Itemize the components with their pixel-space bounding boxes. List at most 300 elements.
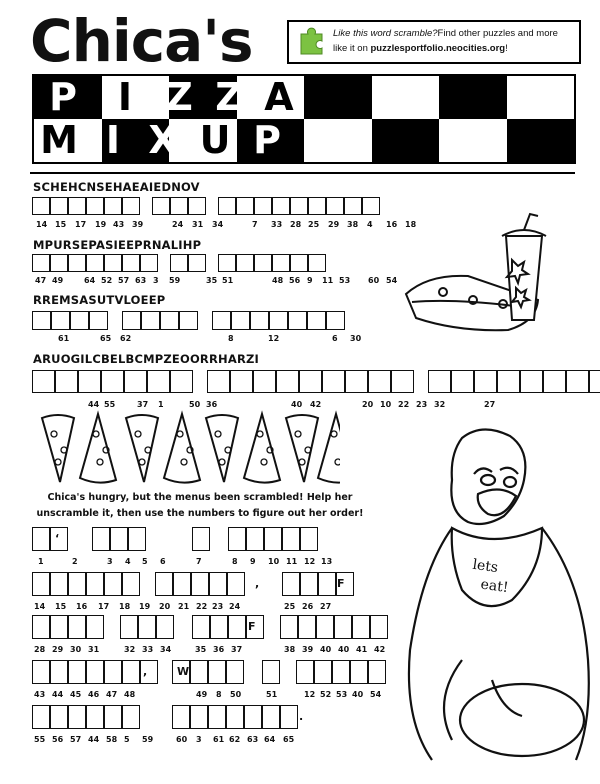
word-number: 8 [228,334,234,343]
answer-letter-box[interactable] [190,660,208,684]
answer-letter-box[interactable] [32,527,50,551]
answer-letter-box[interactable] [210,615,228,639]
word-number: 15 [55,220,67,229]
answer-number: 40 [352,690,364,699]
answer-number: 36 [213,645,225,654]
title-board [32,74,576,164]
word-number: 29 [328,220,340,229]
word-number: 20 [362,400,374,409]
answer-letter-box[interactable] [104,705,122,729]
answer-number: 53 [336,690,348,699]
answer-letter-box[interactable] [32,705,50,729]
answer-number: 31 [88,645,100,654]
answer-letter-box[interactable] [68,572,86,596]
answer-letter-box[interactable] [32,615,50,639]
word-number: 57 [118,276,130,285]
letter-box[interactable] [32,370,55,393]
letter-box[interactable] [368,370,391,393]
board-cell [372,119,440,162]
title-letter: M [40,118,78,162]
letter-box[interactable] [188,197,206,215]
given-character: . [299,710,304,723]
answer-letter-box[interactable] [68,705,86,729]
word-number: 53 [339,276,351,285]
letter-box[interactable] [50,254,68,272]
board-cell [439,76,507,119]
answer-letter-box[interactable] [314,660,332,684]
answer-letter-box[interactable] [209,572,227,596]
letter-box[interactable] [362,197,380,215]
answer-number: 56 [52,735,64,744]
answer-letter-box[interactable] [104,572,122,596]
given-character: , [143,665,148,678]
answer-letter-box[interactable] [262,705,280,729]
title-letter: P [49,75,77,119]
answer-letter-box[interactable] [298,615,316,639]
letter-box[interactable] [122,311,141,330]
answer-letter-box[interactable] [173,572,191,596]
letter-box[interactable] [188,254,206,272]
answer-letter-box[interactable] [156,615,174,639]
answer-number: 58 [106,735,118,744]
answer-number: 19 [139,602,151,611]
answer-letter-box[interactable] [110,527,128,551]
answer-number: 60 [176,735,188,744]
answer-number: 45 [70,690,82,699]
answer-letter-box[interactable] [122,705,140,729]
answer-letter-box[interactable] [50,705,68,729]
word-number: 38 [347,220,359,229]
answer-letter-box[interactable] [122,572,140,596]
answer-number: 17 [98,602,110,611]
word-number: 62 [120,334,132,343]
answer-letter-box[interactable] [208,705,226,729]
letter-box[interactable] [543,370,566,393]
answer-letter-box[interactable] [138,615,156,639]
letter-box[interactable] [50,197,68,215]
pizza-slices-decoration [40,410,340,488]
letter-box[interactable] [326,197,344,215]
word-number: 47 [35,276,47,285]
answer-letter-box[interactable] [228,615,246,639]
puzzle-piece-icon [297,26,327,56]
answer-number: 50 [230,690,242,699]
word-number: 51 [222,276,234,285]
word-number: 35 [206,276,218,285]
answer-letter-box[interactable] [228,527,246,551]
word-number: 3 [153,276,159,285]
answer-number: 22 [196,602,208,611]
title-letter: U [199,118,231,162]
answer-number: 29 [52,645,64,654]
answer-letter-box[interactable] [172,705,190,729]
letter-box[interactable] [218,254,236,272]
answer-number: 24 [229,602,241,611]
answer-letter-box[interactable] [282,572,300,596]
letter-box[interactable] [230,370,253,393]
answer-number: 3 [196,735,202,744]
pizza-and-drink-illustration [398,212,548,347]
answer-letter-box[interactable] [368,660,386,684]
word-number: 25 [308,220,320,229]
letter-box[interactable] [104,197,122,215]
board-cell [507,76,575,119]
letter-box[interactable] [147,370,170,393]
answer-letter-box[interactable] [104,660,122,684]
answer-number: 62 [229,735,241,744]
word-number: 11 [322,276,334,285]
answer-number: 14 [34,602,46,611]
answer-letter-box[interactable] [296,660,314,684]
answer-letter-box[interactable] [68,660,86,684]
answer-number: 12 [304,690,316,699]
answer-number: 6 [160,557,166,566]
letter-box[interactable] [55,370,78,393]
letter-box[interactable] [566,370,589,393]
letter-box[interactable] [451,370,474,393]
answer-letter-box[interactable] [86,572,104,596]
answer-number: 9 [250,557,256,566]
instructions: Chica's hungry, but the menus been scrambled! Help her unscramble it, then use the numbers to figure out her order! [36,492,364,519]
promo-box [287,20,581,64]
answer-letter-box[interactable] [318,572,336,596]
given-character: W [177,665,190,678]
letter-box[interactable] [170,254,188,272]
title-letter: Z [215,75,243,119]
letter-box[interactable] [218,197,236,215]
letter-box[interactable] [124,370,147,393]
board-cell [304,76,372,119]
letter-box[interactable] [254,197,272,215]
pizza-slice-icon [42,415,74,482]
letter-box[interactable] [179,311,198,330]
letter-box[interactable] [68,197,86,215]
word-number: 23 [416,400,428,409]
word-number: 44 [88,400,100,409]
letter-box[interactable] [290,254,308,272]
answer-letter-box[interactable] [226,660,244,684]
answer-letter-box[interactable] [280,615,298,639]
letter-box[interactable] [152,197,170,215]
letter-box[interactable] [89,311,108,330]
given-character: ‘ [55,532,60,545]
answer-letter-box[interactable] [86,660,104,684]
answer-number: 51 [266,690,278,699]
word-number: 55 [104,400,116,409]
answer-number: 26 [302,602,314,611]
answer-letter-box[interactable] [155,572,173,596]
answer-number: 52 [320,690,332,699]
answer-letter-box[interactable] [86,705,104,729]
answer-letter-box[interactable] [352,615,370,639]
letter-box[interactable] [308,197,326,215]
letter-box[interactable] [70,311,89,330]
answer-letter-box[interactable] [316,615,334,639]
answer-letter-box[interactable] [246,527,264,551]
board-cell [372,76,440,119]
letter-box[interactable] [250,311,269,330]
answer-letter-box[interactable] [92,527,110,551]
word-number: 61 [58,334,70,343]
letter-box[interactable] [236,197,254,215]
given-character: , [255,577,260,590]
word-number: 48 [272,276,284,285]
letter-box[interactable] [86,254,104,272]
pizza-slice-icon [126,415,158,482]
answer-number: 2 [72,557,78,566]
letter-box[interactable] [101,370,124,393]
answer-number: 42 [374,645,386,654]
letter-box[interactable] [391,370,414,393]
answer-number: 57 [70,735,82,744]
answer-letter-box[interactable] [32,660,50,684]
answer-letter-box[interactable] [282,527,300,551]
scrambled-word-3: RREMSASUTVLOEEP [33,293,166,307]
letter-box[interactable] [207,370,230,393]
word-number: 31 [192,220,204,229]
word-number: 42 [310,400,322,409]
answer-number: 3 [107,557,113,566]
word-number: 17 [75,220,87,229]
letter-box[interactable] [32,311,51,330]
answer-letter-box[interactable] [86,615,104,639]
answer-letter-box[interactable] [50,660,68,684]
word-number: 28 [290,220,302,229]
pizza-slice-icon [206,415,238,482]
letter-box[interactable] [253,370,276,393]
word-number: 50 [189,400,201,409]
answer-letter-box[interactable] [50,572,68,596]
scrambled-word-4: ARUOGILCBELBCMPZEOORRHARZI [33,352,260,366]
letter-box[interactable] [68,254,86,272]
word-number: 10 [380,400,392,409]
title-letter: Z [165,75,193,119]
title-letter: X [148,118,178,162]
answer-number: 44 [88,735,100,744]
answer-number: 11 [286,557,298,566]
answer-letter-box[interactable] [300,572,318,596]
answer-letter-box[interactable] [226,705,244,729]
letter-box[interactable] [344,197,362,215]
letter-box[interactable] [32,197,50,215]
title-letter: I [105,118,121,162]
answer-letter-box[interactable] [262,660,280,684]
letter-box[interactable] [141,311,160,330]
answer-number: 5 [124,735,130,744]
answer-letter-box[interactable] [32,572,50,596]
letter-box[interactable] [520,370,543,393]
answer-letter-box[interactable] [332,660,350,684]
chica-character-illustration [392,420,592,780]
letter-box[interactable] [308,254,326,272]
answer-number: 43 [34,690,46,699]
answer-letter-box[interactable] [50,615,68,639]
answer-letter-box[interactable] [128,527,146,551]
letter-box[interactable] [269,311,288,330]
answer-number: 37 [231,645,243,654]
letter-box[interactable] [170,370,193,393]
svg-text:eat!: eat! [479,576,510,597]
answer-letter-box[interactable] [227,572,245,596]
letter-box[interactable] [589,370,600,393]
word-number: 16 [386,220,398,229]
title-letter: P [253,118,281,162]
answer-number: 54 [370,690,382,699]
answer-number: 13 [321,557,333,566]
letter-box[interactable] [299,370,322,393]
letter-box[interactable] [160,311,179,330]
word-number: 18 [405,220,417,229]
answer-number: 4 [125,557,131,566]
answer-letter-box[interactable] [122,660,140,684]
answer-number: 23 [212,602,224,611]
answer-number: 65 [283,735,295,744]
word-number: 56 [289,276,301,285]
given-character: F [248,620,256,633]
divider-top [30,172,575,174]
answer-number: 47 [106,690,118,699]
answer-number: 5 [142,557,148,566]
word-number: 24 [172,220,184,229]
pizza-slice-icon [80,414,116,483]
letter-box[interactable] [32,254,50,272]
promo-url[interactable]: puzzlesportfolio.neocities.org [370,43,506,54]
letter-box[interactable] [322,370,345,393]
word-number: 9 [307,276,313,285]
answer-number: 44 [52,690,64,699]
letter-box[interactable] [51,311,70,330]
promo-body: Find other puzzles and more like it on [333,28,558,54]
promo-italic: Like this word scramble? [333,28,438,39]
answer-number: 25 [284,602,296,611]
letter-box[interactable] [122,254,140,272]
answer-number: 55 [34,735,46,744]
word-number: 40 [291,400,303,409]
scrambled-word-1: SCHEHCNSEHAEAIEDNOV [33,180,200,194]
word-number: 33 [271,220,283,229]
answer-number: 49 [196,690,208,699]
answer-number: 38 [284,645,296,654]
answer-letter-box[interactable] [192,527,210,551]
word-number: 37 [137,400,149,409]
answer-number: 61 [213,735,225,744]
letter-box[interactable] [345,370,368,393]
board-cell [439,119,507,162]
answer-letter-box[interactable] [190,705,208,729]
answer-number: 34 [160,645,172,654]
letter-box[interactable] [290,197,308,215]
answer-letter-box[interactable] [350,660,368,684]
answer-number: 15 [55,602,67,611]
word-number: 12 [268,334,280,343]
title-letter: I [117,75,133,119]
answer-letter-box[interactable] [264,527,282,551]
word-number: 30 [350,334,362,343]
word-number: 52 [101,276,113,285]
letter-box[interactable] [288,311,307,330]
answer-letter-box[interactable] [208,660,226,684]
answer-number: 39 [302,645,314,654]
word-number: 54 [386,276,398,285]
word-number: 60 [368,276,380,285]
title-letter: A [264,75,294,119]
board-cell [507,119,575,162]
word-number: 6 [332,334,338,343]
letter-box[interactable] [231,311,250,330]
letter-box[interactable] [254,254,272,272]
letter-box[interactable] [140,254,158,272]
answer-number: 28 [34,645,46,654]
answer-number: 32 [124,645,136,654]
answer-number: 21 [178,602,190,611]
letter-box[interactable] [272,254,290,272]
word-number: 1 [158,400,164,409]
answer-number: 30 [70,645,82,654]
answer-letter-box[interactable] [300,527,318,551]
letter-box[interactable] [212,311,231,330]
word-number: 39 [132,220,144,229]
answer-letter-box[interactable] [192,615,210,639]
pizza-slice-icon [164,414,200,483]
answer-number: 20 [159,602,171,611]
word-number: 65 [100,334,112,343]
answer-letter-box[interactable] [68,615,86,639]
answer-letter-box[interactable] [244,705,262,729]
answer-letter-box[interactable] [191,572,209,596]
answer-letter-box[interactable] [334,615,352,639]
answer-letter-box[interactable] [280,705,298,729]
pizza-slice-icon [318,414,340,483]
letter-box[interactable] [122,197,140,215]
letter-box[interactable] [236,254,254,272]
word-number: 63 [135,276,147,285]
letter-box[interactable] [272,197,290,215]
answer-number: 8 [232,557,238,566]
title-chicas: Chica's [30,7,253,75]
letter-box[interactable] [497,370,520,393]
word-number: 14 [36,220,48,229]
given-character: F [337,577,345,590]
answer-number: 64 [264,735,276,744]
answer-number: 40 [320,645,332,654]
answer-number: 7 [196,557,202,566]
answer-number: 63 [247,735,259,744]
letter-box[interactable] [307,311,326,330]
letter-box[interactable] [86,197,104,215]
letter-box[interactable] [104,254,122,272]
answer-number: 10 [268,557,280,566]
answer-letter-box[interactable] [120,615,138,639]
answer-number: 35 [195,645,207,654]
letter-box[interactable] [326,311,345,330]
svg-text:lets: lets [471,556,500,577]
letter-box[interactable] [170,197,188,215]
answer-number: 40 [338,645,350,654]
promo-text [333,26,573,56]
answer-number: 59 [142,735,154,744]
answer-letter-box[interactable] [370,615,388,639]
letter-box[interactable] [428,370,451,393]
pizza-slice-icon [244,414,280,483]
word-number: 36 [206,400,218,409]
word-number: 59 [169,276,181,285]
word-number: 19 [95,220,107,229]
letter-box[interactable] [276,370,299,393]
board-cell [304,119,372,162]
word-number: 32 [434,400,446,409]
letter-box[interactable] [78,370,101,393]
letter-box[interactable] [474,370,497,393]
